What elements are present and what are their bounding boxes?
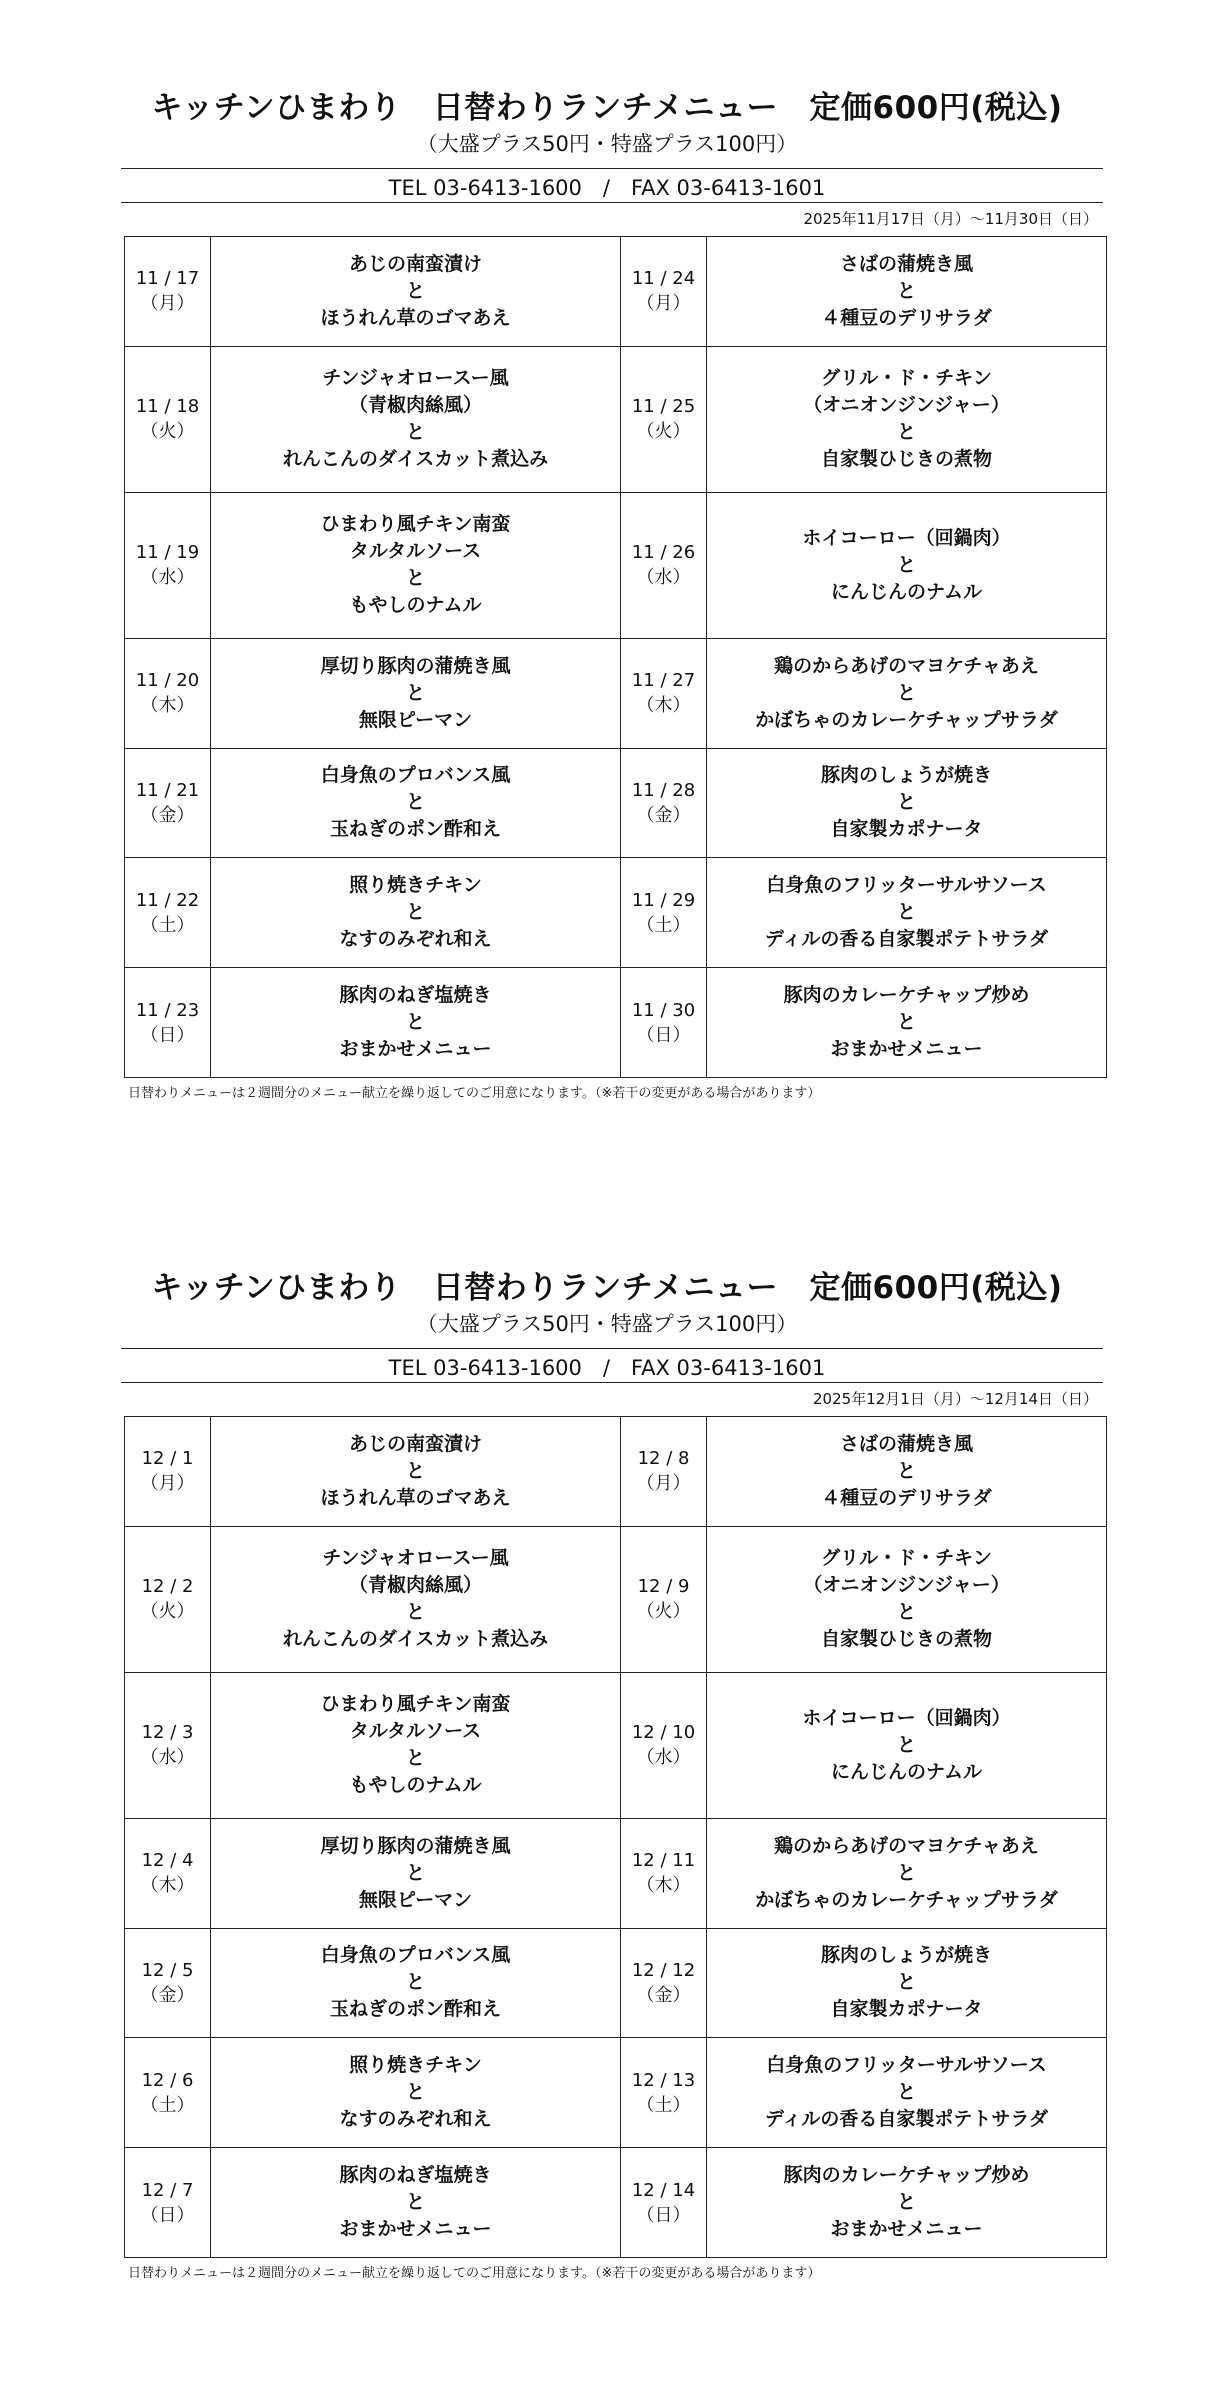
date-label: 12 / 9: [637, 1576, 690, 1598]
weekday-label: （水）: [636, 567, 691, 589]
dish-cell: [707, 748, 1107, 858]
dish-cell: [707, 1672, 1107, 1818]
weekday-label: （水）: [636, 1747, 691, 1769]
weekday-label: （木）: [636, 1875, 691, 1897]
footnote: 日替わりメニューは２週間分のメニュー献立を繰り返してのご用意になります。（※若干の変更がある場合があります）: [128, 1086, 821, 1101]
dish-line: 白身魚のプロバンス風: [320, 764, 511, 787]
dish-line: ４種豆のデリサラダ: [821, 1486, 992, 1509]
footnote: 日替わりメニューは２週間分のメニュー献立を繰り返してのご用意になります。（※若干の変更がある場合があります）: [128, 2266, 821, 2281]
dish-cell: [707, 1526, 1107, 1672]
date-cell: [621, 2038, 707, 2148]
dish-cell: [211, 1928, 621, 2038]
dish-line: と: [405, 1011, 425, 1034]
weekday-label: （木）: [636, 695, 691, 717]
date-label: 12 / 14: [631, 2179, 696, 2201]
weekday-label: （金）: [636, 804, 691, 826]
date-cell: [621, 1672, 707, 1818]
weekday-label: （日）: [140, 1024, 195, 1046]
dish-line: 照り焼きチキン: [349, 874, 482, 897]
dish-cell: [211, 638, 621, 748]
menu-row: [125, 2148, 1107, 2258]
date-cell: [621, 1417, 707, 1527]
dish-line: と: [896, 681, 916, 704]
dish-line: ほうれん草のゴマあえ: [320, 1486, 511, 1509]
date-cell: [621, 2148, 707, 2258]
dish-cell: [211, 492, 621, 638]
menu-period: 2025年11月17日（月）〜11月30日（日）: [803, 210, 1098, 228]
dish-line: と: [896, 2191, 916, 2214]
menu-title: キッチンひまわり 日替わりランチメニュー 定価600円(税込): [151, 90, 1063, 126]
dish-cell: [707, 346, 1107, 492]
menu-row: [125, 2038, 1107, 2148]
weekday-label: （火）: [140, 421, 195, 443]
dish-line: と: [896, 1971, 916, 1994]
date-cell: [621, 1928, 707, 2038]
dish-line: と: [896, 553, 916, 576]
menu-title: キッチンひまわり 日替わりランチメニュー 定価600円(税込): [151, 1270, 1063, 1306]
weekday-label: （土）: [140, 914, 195, 936]
dish-line: と: [405, 421, 425, 444]
date-label: 12 / 2: [141, 1576, 194, 1598]
weekday-label: （火）: [636, 1601, 691, 1623]
dish-line: （オニオンジンジャー）: [803, 1574, 1010, 1597]
menu-row: [125, 968, 1107, 1078]
dish-line: 無限ピーマン: [358, 1888, 473, 1911]
dish-line: と: [896, 1861, 916, 1884]
dish-line: かぼちゃのカレーケチャップサラダ: [755, 1888, 1058, 1911]
weekday-label: （月）: [140, 293, 195, 315]
menu-row: [125, 1928, 1107, 2038]
date-cell: [621, 968, 707, 1078]
date-cell: [621, 638, 707, 748]
dish-cell: [211, 346, 621, 492]
dish-line: と: [896, 791, 916, 814]
weekday-label: （日）: [140, 2204, 195, 2226]
dish-line: ホイコーロー（回鍋肉）: [802, 1706, 1011, 1729]
dish-line: と: [405, 1971, 425, 1994]
menu-table: [124, 1416, 1107, 2258]
dish-line: 厚切り豚肉の蒲焼き風: [320, 654, 511, 677]
dish-line: （青椒肉絲風）: [348, 394, 482, 417]
dish-line: ホイコーロー（回鍋肉）: [802, 526, 1011, 549]
dish-line: なすのみぞれ和え: [339, 928, 492, 951]
date-cell: [621, 492, 707, 638]
date-cell: [125, 1672, 211, 1818]
dish-cell: [211, 2038, 621, 2148]
contact-line: TEL 03-6413-1600 / FAX 03-6413-1601: [388, 1356, 826, 1380]
weekday-label: （月）: [140, 1473, 195, 1495]
dish-line: 照り焼きチキン: [349, 2054, 482, 2077]
dish-cell: [211, 748, 621, 858]
menu-subtitle: （大盛プラス50円・特盛プラス100円）: [416, 132, 798, 156]
weekday-label: （日）: [636, 2204, 691, 2226]
dish-line: と: [405, 1459, 425, 1482]
dish-cell: [211, 858, 621, 968]
dish-cell: [707, 2148, 1107, 2258]
dish-line: と: [405, 567, 425, 590]
dish-line: 鶏のからあげのマヨケチャあえ: [774, 1834, 1039, 1857]
date-label: 12 / 13: [631, 2069, 696, 2091]
dish-cell: [211, 1417, 621, 1527]
weekday-label: （金）: [636, 1984, 691, 2006]
dish-cell: [707, 858, 1107, 968]
dish-line: と: [896, 421, 916, 444]
dish-line: もやしのナムル: [349, 594, 482, 617]
dish-cell: [211, 237, 621, 347]
dish-line: 豚肉のしょうが焼き: [820, 764, 992, 787]
dish-line: 豚肉のカレーケチャップ炒め: [783, 984, 1030, 1007]
dish-line: と: [405, 791, 425, 814]
date-cell: [125, 2038, 211, 2148]
dish-line: 白身魚のプロバンス風: [320, 1944, 511, 1967]
date-cell: [125, 2148, 211, 2258]
dish-line: 自家製カポナータ: [830, 1998, 983, 2021]
dish-cell: [211, 2148, 621, 2258]
dish-line: 豚肉のねぎ塩焼き: [339, 2164, 492, 2187]
dish-line: ひまわり風チキン南蛮: [320, 513, 511, 536]
dish-line: にんじんのナムル: [830, 580, 983, 603]
date-label: 12 / 10: [631, 1722, 696, 1744]
date-cell: [125, 1928, 211, 2038]
divider: [121, 168, 1103, 169]
date-cell: [621, 1526, 707, 1672]
date-cell: [125, 1417, 211, 1527]
date-cell: [125, 492, 211, 638]
date-cell: [125, 346, 211, 492]
date-label: 11 / 25: [631, 396, 696, 418]
dish-cell: [707, 2038, 1107, 2148]
date-cell: [621, 748, 707, 858]
date-label: 11 / 27: [631, 670, 696, 692]
dish-cell: [707, 1417, 1107, 1527]
dish-line: れんこんのダイスカット煮込み: [282, 448, 549, 471]
date-label: 11 / 29: [631, 889, 696, 911]
dish-line: 豚肉のねぎ塩焼き: [339, 984, 492, 1007]
date-cell: [621, 346, 707, 492]
date-label: 11 / 20: [135, 670, 200, 692]
weekday-label: （月）: [636, 1473, 691, 1495]
dish-line: と: [405, 681, 425, 704]
menu-row: [125, 858, 1107, 968]
date-cell: [125, 858, 211, 968]
dish-cell: [707, 1928, 1107, 2038]
dish-cell: [707, 968, 1107, 1078]
dish-line: と: [896, 1011, 916, 1034]
menu-period: 2025年12月1日（月）〜12月14日（日）: [813, 1390, 1098, 1408]
dish-line: 自家製ひじきの煮物: [820, 448, 992, 471]
weekday-label: （水）: [140, 567, 195, 589]
dish-line: 白身魚のフリッターサルサソース: [766, 2054, 1047, 2077]
date-cell: [125, 638, 211, 748]
menu-row: [125, 748, 1107, 858]
weekday-label: （日）: [636, 1024, 691, 1046]
dish-line: と: [896, 901, 916, 924]
weekday-label: （金）: [140, 1984, 195, 2006]
date-label: 11 / 18: [135, 396, 200, 418]
dish-line: タルタルソース: [349, 1720, 482, 1743]
date-label: 12 / 11: [631, 1850, 696, 1872]
date-label: 11 / 17: [135, 268, 200, 290]
menu-row: [125, 1417, 1107, 1527]
date-label: 12 / 1: [141, 1448, 194, 1470]
date-cell: [621, 237, 707, 347]
dish-cell: [707, 1818, 1107, 1928]
dish-line: 自家製ひじきの煮物: [820, 1628, 992, 1651]
dish-line: 玉ねぎのポン酢和え: [329, 1998, 501, 2021]
date-label: 11 / 30: [631, 999, 696, 1021]
dish-cell: [211, 968, 621, 1078]
dish-line: おまかせメニュー: [830, 1038, 983, 1061]
dish-line: おまかせメニュー: [339, 1038, 492, 1061]
menu-table: [124, 236, 1107, 1078]
dish-line: 厚切り豚肉の蒲焼き風: [320, 1834, 511, 1857]
date-label: 11 / 22: [135, 889, 200, 911]
dish-line: ひまわり風チキン南蛮: [320, 1693, 511, 1716]
date-cell: [125, 1818, 211, 1928]
dish-line: 自家製カポナータ: [830, 818, 983, 841]
dish-line: おまかせメニュー: [339, 2218, 492, 2241]
dish-line: 鶏のからあげのマヨケチャあえ: [774, 654, 1039, 677]
dish-line: ４種豆のデリサラダ: [821, 306, 992, 329]
date-label: 11 / 21: [135, 779, 200, 801]
weekday-label: （火）: [140, 1601, 195, 1623]
contact-line: TEL 03-6413-1600 / FAX 03-6413-1601: [388, 176, 826, 200]
weekday-label: （土）: [636, 2094, 691, 2116]
date-cell: [125, 237, 211, 347]
date-label: 12 / 12: [631, 1959, 696, 1981]
date-label: 12 / 4: [141, 1850, 194, 1872]
dish-line: かぼちゃのカレーケチャップサラダ: [755, 708, 1058, 731]
divider: [121, 1348, 1103, 1349]
dish-line: と: [405, 1601, 425, 1624]
dish-line: 豚肉のカレーケチャップ炒め: [783, 2164, 1030, 2187]
dish-line: もやしのナムル: [349, 1774, 482, 1797]
weekday-label: （木）: [140, 695, 195, 717]
dish-line: と: [896, 1459, 916, 1482]
menu-row: [125, 346, 1107, 492]
date-cell: [125, 748, 211, 858]
dish-line: 玉ねぎのポン酢和え: [329, 818, 501, 841]
dish-cell: [707, 492, 1107, 638]
menu-row: [125, 237, 1107, 347]
divider: [121, 1382, 1103, 1383]
dish-line: と: [405, 1861, 425, 1884]
date-label: 11 / 24: [631, 268, 696, 290]
weekday-label: （木）: [140, 1875, 195, 1897]
date-label: 11 / 26: [631, 542, 696, 564]
dish-line: れんこんのダイスカット煮込み: [282, 1628, 549, 1651]
dish-line: と: [405, 1747, 425, 1770]
dish-line: ほうれん草のゴマあえ: [320, 306, 511, 329]
date-cell: [621, 1818, 707, 1928]
dish-line: グリル・ド・チキン: [821, 1547, 992, 1570]
menu-row: [125, 638, 1107, 748]
dish-line: グリル・ド・チキン: [821, 367, 992, 390]
menu-row: [125, 1818, 1107, 1928]
date-cell: [125, 968, 211, 1078]
dish-line: おまかせメニュー: [830, 2218, 983, 2241]
divider: [121, 202, 1103, 203]
dish-cell: [707, 638, 1107, 748]
dish-line: 白身魚のフリッターサルサソース: [766, 874, 1047, 897]
menu-subtitle: （大盛プラス50円・特盛プラス100円）: [416, 1312, 798, 1336]
dish-line: 無限ピーマン: [358, 708, 473, 731]
dish-line: と: [896, 279, 916, 302]
weekday-label: （水）: [140, 1747, 195, 1769]
dish-line: と: [405, 901, 425, 924]
weekday-label: （火）: [636, 421, 691, 443]
date-label: 11 / 19: [135, 542, 200, 564]
dish-line: チンジャオロースー風: [322, 367, 509, 390]
dish-line: と: [896, 1733, 916, 1756]
date-cell: [125, 1526, 211, 1672]
date-label: 11 / 23: [135, 999, 200, 1021]
dish-cell: [707, 237, 1107, 347]
date-label: 12 / 8: [637, 1448, 690, 1470]
dish-line: さばの蒲焼き風: [839, 1432, 973, 1455]
date-label: 11 / 28: [631, 779, 696, 801]
dish-line: タルタルソース: [349, 540, 482, 563]
menu-row: [125, 1526, 1107, 1672]
dish-line: にんじんのナムル: [830, 1760, 983, 1783]
dish-cell: [211, 1818, 621, 1928]
date-label: 12 / 3: [141, 1722, 194, 1744]
dish-line: と: [896, 2081, 916, 2104]
date-label: 12 / 7: [141, 2179, 194, 2201]
dish-line: あじの南蛮漬け: [348, 252, 482, 275]
dish-line: 豚肉のしょうが焼き: [820, 1944, 992, 1967]
dish-line: チンジャオロースー風: [322, 1547, 509, 1570]
dish-line: あじの南蛮漬け: [348, 1432, 482, 1455]
dish-line: なすのみぞれ和え: [339, 2108, 492, 2131]
weekday-label: （金）: [140, 804, 195, 826]
dish-cell: [211, 1526, 621, 1672]
dish-line: ディルの香る自家製ポテトサラダ: [764, 2108, 1049, 2131]
date-cell: [621, 858, 707, 968]
dish-line: と: [405, 279, 425, 302]
dish-line: と: [405, 2081, 425, 2104]
menu-row: [125, 492, 1107, 638]
dish-line: さばの蒲焼き風: [839, 252, 973, 275]
dish-line: （オニオンジンジャー）: [803, 394, 1010, 417]
dish-line: ディルの香る自家製ポテトサラダ: [764, 928, 1049, 951]
weekday-label: （土）: [636, 914, 691, 936]
dish-cell: [211, 1672, 621, 1818]
dish-line: と: [896, 1601, 916, 1624]
dish-line: と: [405, 2191, 425, 2214]
date-label: 12 / 6: [141, 2069, 194, 2091]
weekday-label: （月）: [636, 293, 691, 315]
date-label: 12 / 5: [141, 1959, 194, 1981]
menu-row: [125, 1672, 1107, 1818]
weekday-label: （土）: [140, 2094, 195, 2116]
dish-line: （青椒肉絲風）: [348, 1574, 482, 1597]
